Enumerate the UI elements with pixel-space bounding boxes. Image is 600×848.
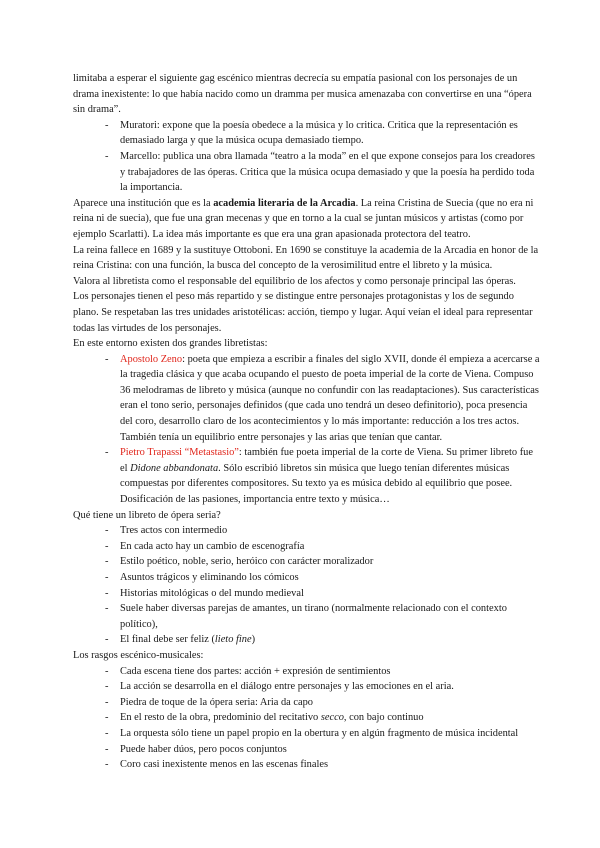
text-run: Aparece una institución que es la xyxy=(73,197,214,209)
librettist-text: . Sólo escribió libretos sin música que luego tenían diferentes músicas compuestas por diferentes compositores. Su texto ya es música debido al equilibrio que posee. Dosificación de las pasiones, importancia entre texto y música… xyxy=(120,462,513,506)
critics-list xyxy=(83,118,540,196)
text-run: , con bajo continuo xyxy=(343,712,424,724)
characters-paragraph: Los personajes tienen el peso más repartido y se distingue entre personajes protagonistas y los de segundo plano. Se respetaban las tres unidades aristotélicas: acción, tiempo y lugar. Aquí veían el ideal para representar todas las virtudes de los personajes. xyxy=(73,291,533,334)
list-item: - Historias mitológicas o del mundo medieval xyxy=(83,586,540,602)
librettist-name: Pietro Trapassi “Metastasio” xyxy=(120,447,239,459)
list-item: - Puede haber dúos, pero pocos conjuntos xyxy=(83,742,540,758)
list-item: - Asuntos trágicos y eliminando los cómicos xyxy=(83,570,540,586)
list-item: - La acción se desarrolla en el diálogo entre personajes y las emociones en el aria. xyxy=(83,679,540,695)
list-item: - Cada escena tiene dos partes: acción + expresión de sentimientos xyxy=(83,664,540,680)
librettist-name: Apostolo Zeno xyxy=(120,353,183,365)
list-item: - Marcello: publica una obra llamada “teatro a la moda” en el que expone consejos para los creadores y trabajadores de las óperas. Critica que la música ocupa demasiado y que la poesía ha perdido toda la importancia. xyxy=(83,149,540,196)
librettists-list xyxy=(83,352,540,508)
list-item: - Piedra de toque de la ópera seria: Aria da capo xyxy=(83,695,540,711)
text-run: ) xyxy=(251,634,256,646)
list-item: - Tres actos con intermedio xyxy=(83,523,540,539)
scenic-list xyxy=(83,664,540,773)
scenic-heading: Los rasgos escénico-musicales: xyxy=(73,649,204,661)
bold-term: academia literaria de la Arcadia xyxy=(213,197,356,209)
opera-seria-list xyxy=(83,523,540,648)
separator: : xyxy=(238,447,245,459)
list-item xyxy=(83,445,540,507)
opera-seria-heading: Qué tiene un libreto de ópera seria? xyxy=(73,509,221,521)
libretist-paragraph: Valora al libretista como el responsable del equilibrio de los afectos y como personaje principal las óperas. xyxy=(73,275,516,287)
list-item xyxy=(83,632,540,648)
list-item: - En cada acto hay un cambio de escenografía xyxy=(83,539,540,555)
work-title: Didone abbandonata xyxy=(130,462,219,474)
list-item: - Muratori: expone que la poesía obedece a la música y lo critica. Critica que la representación es demasiado larga y que la música ocupa demasiado tiempo. xyxy=(83,118,540,149)
list-item xyxy=(83,352,540,446)
italic-term: lieto fine xyxy=(214,634,252,646)
intro-paragraph: limitaba a esperar el siguiente gag escénico mientras decrecía su empatía pasional con los personajes de un drama inexistente: lo que había nacido como un dramma per musica amenazaba con convertirse en una “ópera sin drama”. xyxy=(73,73,532,116)
list-item: - Coro casi inexistente menos en las escenas finales xyxy=(83,757,540,773)
librettist-text: poeta que empieza a escribir a finales del siglo XVII, donde él empieza a acercarse a la tragedia clásica y que acaba ocupando el puesto de poeta imperial de la corte de Viena. Compuso 36 melodramas de libreto y música (aunque no confundir con las readaptaciones). Sus características eran el tono serio, personajes definidos (que cada uno tendrá un deseo definitorio), poca presencia del coro, desarrollo claro de los acontecimientos y lo más importante: reducción a los tres actos. También tenía un equilibrio entre personajes y las arias que tenían que cantar. xyxy=(120,353,540,443)
list-item: - Estilo poético, noble, serio, heróico con carácter moralizador xyxy=(83,554,540,570)
italic-term: secco xyxy=(320,712,344,724)
librettists-heading: En este entorno existen dos grandes libretistas: xyxy=(73,338,268,350)
list-item: - Suele haber diversas parejas de amantes, un tirano (normalmente relacionado con el contexto político), xyxy=(83,601,540,632)
queen-paragraph: La reina fallece en 1689 y la sustituye Ottoboni. En 1690 se constituye la academia de la Arcadia en honor de la reina Cristina: con una función, la busca del concepto de la verosimilitud entre el libreto y la música. xyxy=(73,244,539,272)
arcadia-paragraph xyxy=(73,196,540,243)
text-run: . La reina Cristina de Suecia (que no era ni reina ni de suecia), que fue una gran mecenas y que en torno a la cual se juntan músicos y artistas (como por ejemplo Scarlatti). La idea más importante es que era una gran apasionada protectora del teatro. xyxy=(73,197,534,240)
text-run: En el resto de la obra, predominio del recitativo xyxy=(120,712,321,724)
separator: : xyxy=(182,353,188,365)
text-run: El final debe ser feliz ( xyxy=(120,634,215,646)
list-item xyxy=(83,710,540,726)
list-item: - La orquesta sólo tiene un papel propio en la obertura y en algún fragmento de música incidental xyxy=(83,726,540,742)
librettist-text: también fue poeta imperial de la corte de Viena. Su primer libreto fue el xyxy=(120,447,533,474)
